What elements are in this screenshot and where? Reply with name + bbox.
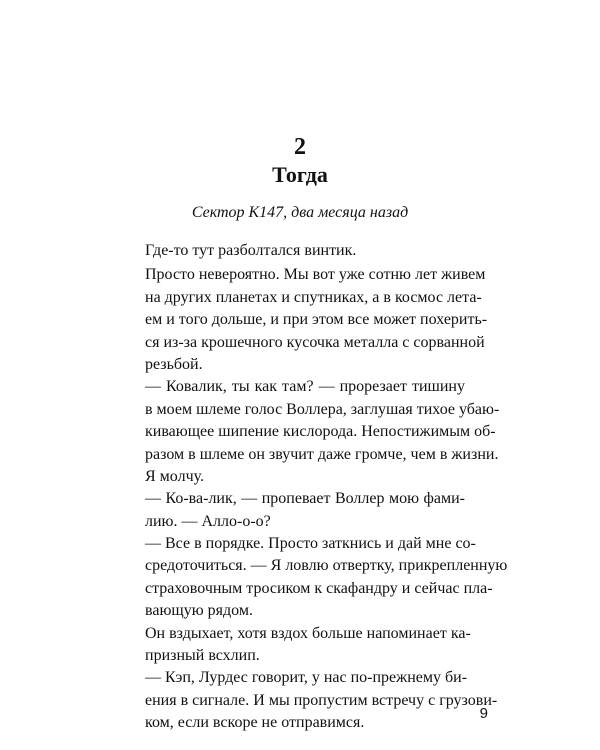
text-line: Просто невероятно. Мы вот уже сотню лет живем (145, 266, 486, 284)
text-line: резьбой. (145, 355, 203, 373)
text-line: страховочным тросиком к скафандру и сейчас пла- (145, 579, 493, 597)
text-line: вающую рядом. (145, 602, 253, 620)
chapter-title: Тогда (272, 162, 328, 187)
chapter-number: 2 (294, 134, 306, 160)
text-line: Он вздыхает, хотя вздох больше напоминает ка- (145, 624, 471, 642)
text-line: ем и того дольше, и при этом все может похерить- (145, 311, 488, 329)
text-line: на других планетах и спутниках, а в космос лета- (145, 288, 482, 306)
text-line: Где-то тут разболтался винтик. (145, 242, 357, 259)
text-line: в моем шлеме голос Воллера, заглушая тихое убаю- (145, 400, 500, 418)
text-line: — Ко-ва-лик, — пропевает Воллер мою фами- (145, 490, 465, 508)
text-line: — Все в порядке. Просто заткнись и дай мне со- (145, 535, 476, 553)
text-line: Я молчу. (145, 467, 205, 485)
text-line: ся из-за крошечного кусочка металла с сорванной (145, 333, 485, 351)
text-line: ком, если вскоре не отправимся. (145, 714, 365, 732)
text-line: призный всхлип. (145, 647, 260, 665)
page-number: 9 (479, 705, 488, 722)
text-line: лию. — Алло-о-о? (145, 512, 271, 530)
text-line: — Кэп, Лурдес говорит, у нас по-прежнему би- (145, 669, 468, 687)
text-line: — Ковалик, ты как там? — прорезает тишину (145, 378, 465, 396)
body-text (145, 240, 508, 735)
chapter-subtitle: Сектор К147, два месяца назад (191, 204, 409, 221)
text-line: разом в шлеме он звучит даже громче, чем в жизни. (145, 445, 499, 463)
text-line: средоточиться. — Я ловлю отвертку, прикрепленную (145, 557, 508, 575)
text-line: ения в сигнале. И мы пропустим встречу с грузови- (145, 691, 498, 709)
text-line: кивающее шипение кислорода. Непостижимым об- (145, 423, 496, 441)
